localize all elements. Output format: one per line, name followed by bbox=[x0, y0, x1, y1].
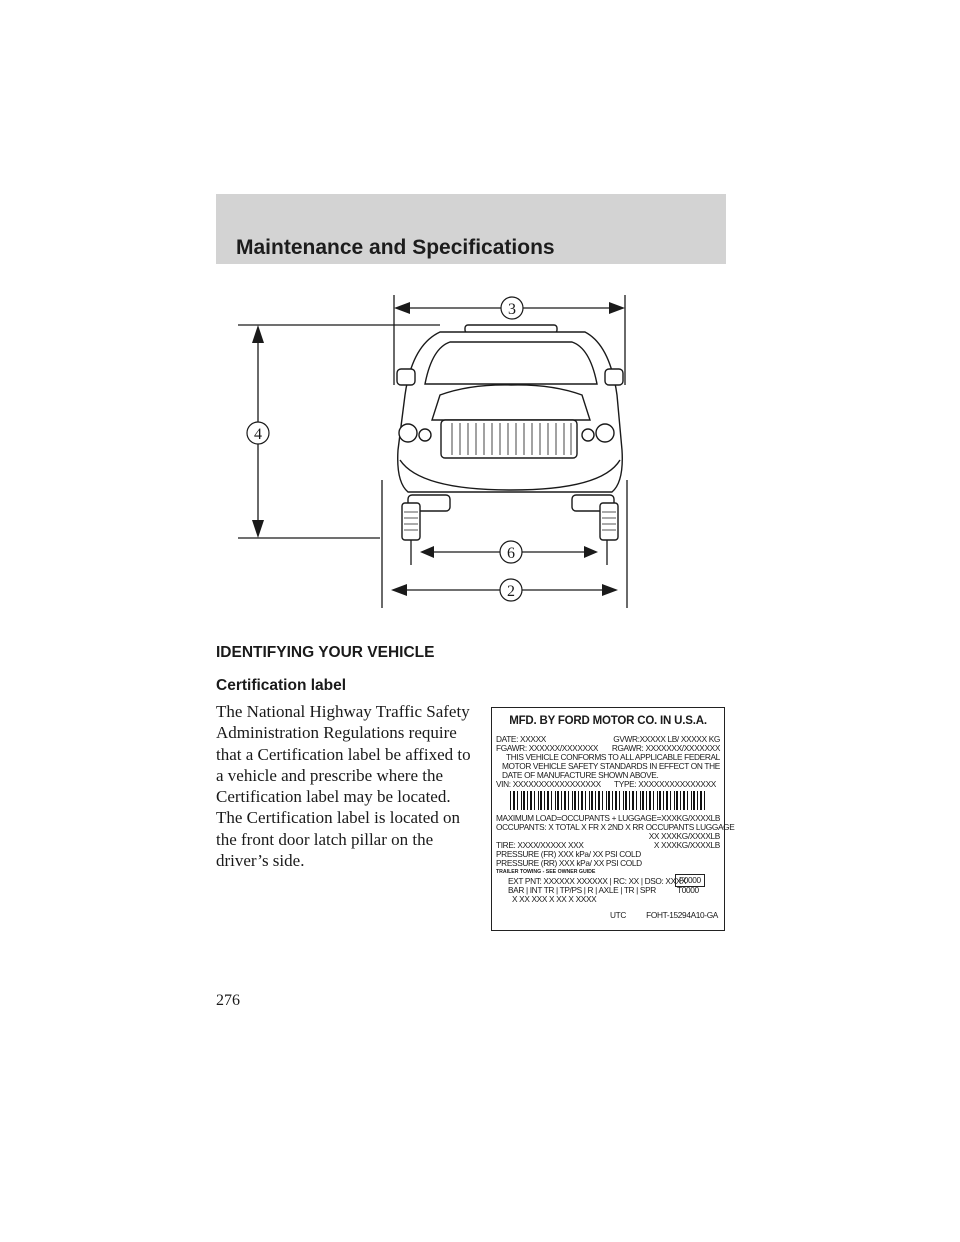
label-codes-row-2: BAR | INT TR | TP/PS | R | AXLE | TR | SPR bbox=[508, 885, 656, 895]
label-tire-values: X XXXKG/XXXXLB bbox=[653, 840, 720, 850]
vehicle-dimensions-illustration bbox=[230, 290, 650, 615]
vin-barcode bbox=[510, 791, 708, 810]
body-paragraph: The National Highway Traffic Safety Administration Regulations require that a Certification label be affixed to a vehicle and prescribe where the Certification label may be located. The Certification label is located on the front door latch pillar on the driver’s side. bbox=[216, 702, 471, 871]
callout-4-label: 4 bbox=[254, 426, 262, 443]
subsection-heading: Certification label bbox=[216, 677, 347, 694]
label-pressure-front: PRESSURE (FR) XXX kPa/ XX PSI COLD bbox=[496, 849, 641, 859]
label-codes-row-1: EXT PNT: XXXXXX XXXXXX | RC: XX | DSO: XXXX bbox=[508, 876, 687, 886]
label-date: DATE: XXXXX bbox=[496, 734, 546, 744]
callout-2-label: 2 bbox=[507, 583, 515, 600]
label-t-code: T0000 bbox=[677, 885, 699, 895]
callout-6 bbox=[500, 541, 522, 563]
label-gvwr: GVWR:XXXXX LB/ XXXXX KG bbox=[613, 734, 720, 744]
page-number: 276 bbox=[216, 992, 240, 1009]
label-vin: VIN: XXXXXXXXXXXXXXXXX bbox=[496, 779, 601, 789]
callout-3 bbox=[501, 297, 523, 319]
label-trailer-note: TRAILER TOWING - SEE OWNER GUIDE bbox=[496, 869, 596, 875]
label-f-code: F0000 bbox=[675, 874, 705, 887]
label-fgawr: FGAWR: XXXXXX/XXXXXXX bbox=[496, 743, 599, 753]
section-header-bar bbox=[216, 194, 726, 264]
label-codes-row-3: X XX XXX X XX X XXXX bbox=[512, 894, 597, 904]
callout-4 bbox=[247, 422, 269, 444]
label-conform-line-3: DATE OF MANUFACTURE SHOWN ABOVE. bbox=[502, 770, 659, 780]
label-type: TYPE: XXXXXXXXXXXXXXX bbox=[614, 779, 716, 789]
section-title: Maintenance and Specifications bbox=[236, 236, 555, 259]
label-rgawr: RGAWR: XXXXXXX/XXXXXXX bbox=[611, 743, 720, 753]
certification-label-illustration bbox=[491, 707, 735, 931]
label-max-load: MAXIMUM LOAD=OCCUPANTS + LUGGAGE=XXXKG/XXXXLB bbox=[496, 813, 721, 823]
label-conform-line-1: THIS VEHICLE CONFORMS TO ALL APPLICABLE FEDERAL bbox=[506, 752, 720, 762]
label-title: MFD. BY FORD MOTOR CO. IN U.S.A. bbox=[509, 715, 707, 727]
callout-2 bbox=[500, 579, 522, 601]
label-conform-line-2: MOTOR VEHICLE SAFETY STANDARDS IN EFFECT ON THE bbox=[502, 761, 720, 771]
label-occupants: OCCUPANTS: X TOTAL X FR X 2ND X RR OCCUPANTS LUGGAGE bbox=[496, 822, 735, 832]
label-occupants-values: XX XXXKG/XXXXLB bbox=[648, 831, 720, 841]
callout-3-label: 3 bbox=[508, 301, 516, 318]
label-tire: TIRE: XXXX/XXXXX XXX bbox=[496, 840, 584, 850]
truck-front-view bbox=[397, 325, 623, 540]
label-figure-id: FOHT-15294A10-GA bbox=[646, 910, 718, 920]
label-utc: UTC bbox=[610, 910, 627, 920]
tire-treads bbox=[404, 512, 616, 530]
section-heading: IDENTIFYING YOUR VEHICLE bbox=[216, 644, 435, 661]
callout-6-label: 6 bbox=[507, 545, 515, 562]
label-pressure-rear: PRESSURE (RR) XXX kPa/ XX PSI COLD bbox=[496, 858, 642, 868]
